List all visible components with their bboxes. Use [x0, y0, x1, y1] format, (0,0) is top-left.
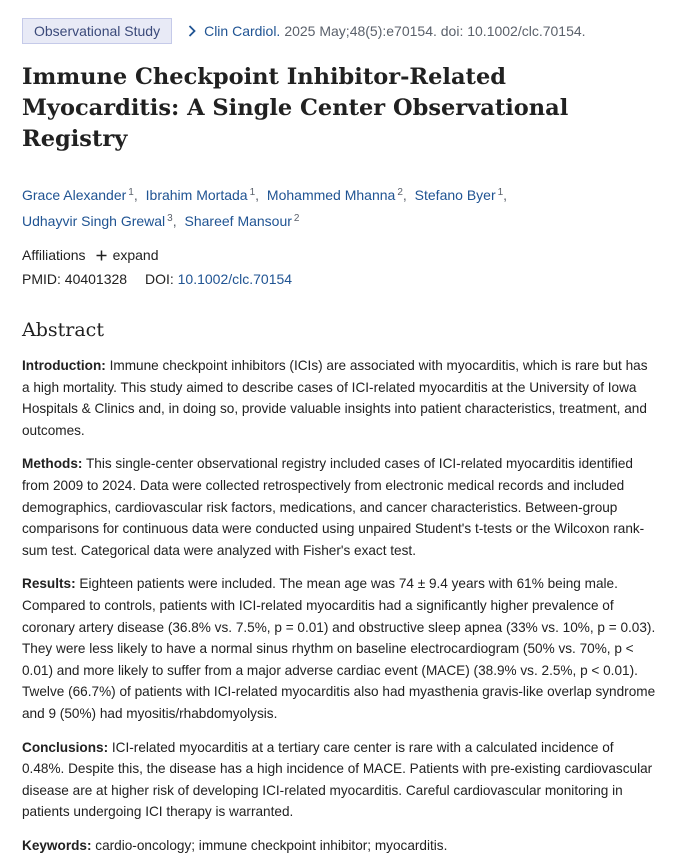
author-link[interactable]: Mohammed Mhanna $^2$	[266, 187, 403, 203]
author-link[interactable]: Shareef Mansour $^2$	[184, 213, 300, 229]
author-link[interactable]: Udhayvir Singh Grewal $^3$	[22, 213, 173, 229]
plus-icon	[96, 250, 107, 261]
abstract-results: Results: Eighteen patients were included. The mean age was 74 ± 9.4 years with 61% being male. Compared to controls, patients with ICI-related myocarditis had a significantly higher prevalence of coronary artery disease (36.8% vs. 7.5%, p = 0.01) and obstructive sleep apnea (33% vs. 10%, p = 0.03). They were less likely to have a normal sinus rhythm on baseline electrocardiogram (50% vs. 70%, p < 0.01) and more likely to suffer from a major adverse cardiac event (MACE) (38.9% vs. 2.5%, p < 0.01). Twelve (66.7%) of patients with ICI-related myocarditis also had myasthenia gravis-like overlap syndrome and 9 (50%) had myositis/rhabdomyolysis.	[22, 576, 656, 721]
citation-text: 2025 May;48(5):e70154. doi: 10.1002/clc.70154.	[284, 22, 586, 39]
pmid-value: 40401328	[64, 271, 128, 287]
abstract-heading: Abstract	[22, 319, 104, 341]
affiliations-row	[22, 247, 658, 263]
abstract-body	[22, 355, 658, 856]
identifiers-row	[22, 271, 658, 287]
pmid-label: PMID:	[22, 271, 61, 287]
article-type-badge[interactable]: Observational Study	[22, 18, 172, 44]
doi-link[interactable]: 10.1002/clc.70154	[177, 271, 293, 287]
chevron-right-icon[interactable]	[188, 25, 196, 37]
affiliations-label: Affiliations	[22, 247, 86, 263]
abstract-introduction: Introduction: Immune checkpoint inhibitors (ICIs) are associated with myocarditis, which is rare but has a high mortality. This study aimed to describe cases of ICI-related myocarditis at the University of Iowa Hospitals & Clinics and, in doing so, provide valuable insights into patient characteristics, treatment, and outcomes.	[22, 358, 648, 438]
journal-link[interactable]: Clin Cardiol.	[204, 22, 281, 39]
citation-line	[22, 0, 658, 44]
author-link[interactable]: Stefano Byer $^1$	[414, 187, 504, 203]
article-title: Immune Checkpoint Inhibitor-Related Myocarditis: A Single Center Observational Registry	[22, 64, 569, 152]
doi-label: DOI:	[144, 271, 174, 287]
abstract-methods: Methods: This single-center observational registry included cases of ICI-related myocarditis identified from 2009 to 2024. Data were collected retrospectively from electronic medical records and included demographics, cardiovascular risk factors, medications, and cancer characteristics. Between-group comparisons for continuous data were conducted using unpaired Student's t-tests or the Wilcoxon rank-sum test. Categorical data were analyzed with Fisher's exact test.	[22, 456, 645, 558]
affiliations-expand-button[interactable]: expand	[96, 247, 159, 263]
author-link[interactable]: Ibrahim Mortada $^1$	[145, 187, 256, 203]
keywords: Keywords: cardio-oncology; immune checkpoint inhibitor; myocarditis.	[22, 837, 448, 853]
author-list: Grace Alexander $^1$, Ibrahim Mortada $^1$, Mohammed Mhanna $^2$, Stefano Byer $^1$, Udhayvir Singh Grewal $^3$, Shareef Mansour $^2$	[22, 187, 508, 229]
author-link[interactable]: Grace Alexander $^1$	[22, 187, 134, 203]
abstract-conclusions: Conclusions: ICI-related myocarditis at a tertiary care center is rare with a calculated incidence of 0.48%. Despite this, the disease has a high incidence of MACE. Patients with pre-existing cardiovascular disease are at higher risk of developing ICI-related myocarditis. Careful cardiovascular monitoring in patients undergoing ICI therapy is warranted.	[22, 739, 653, 820]
